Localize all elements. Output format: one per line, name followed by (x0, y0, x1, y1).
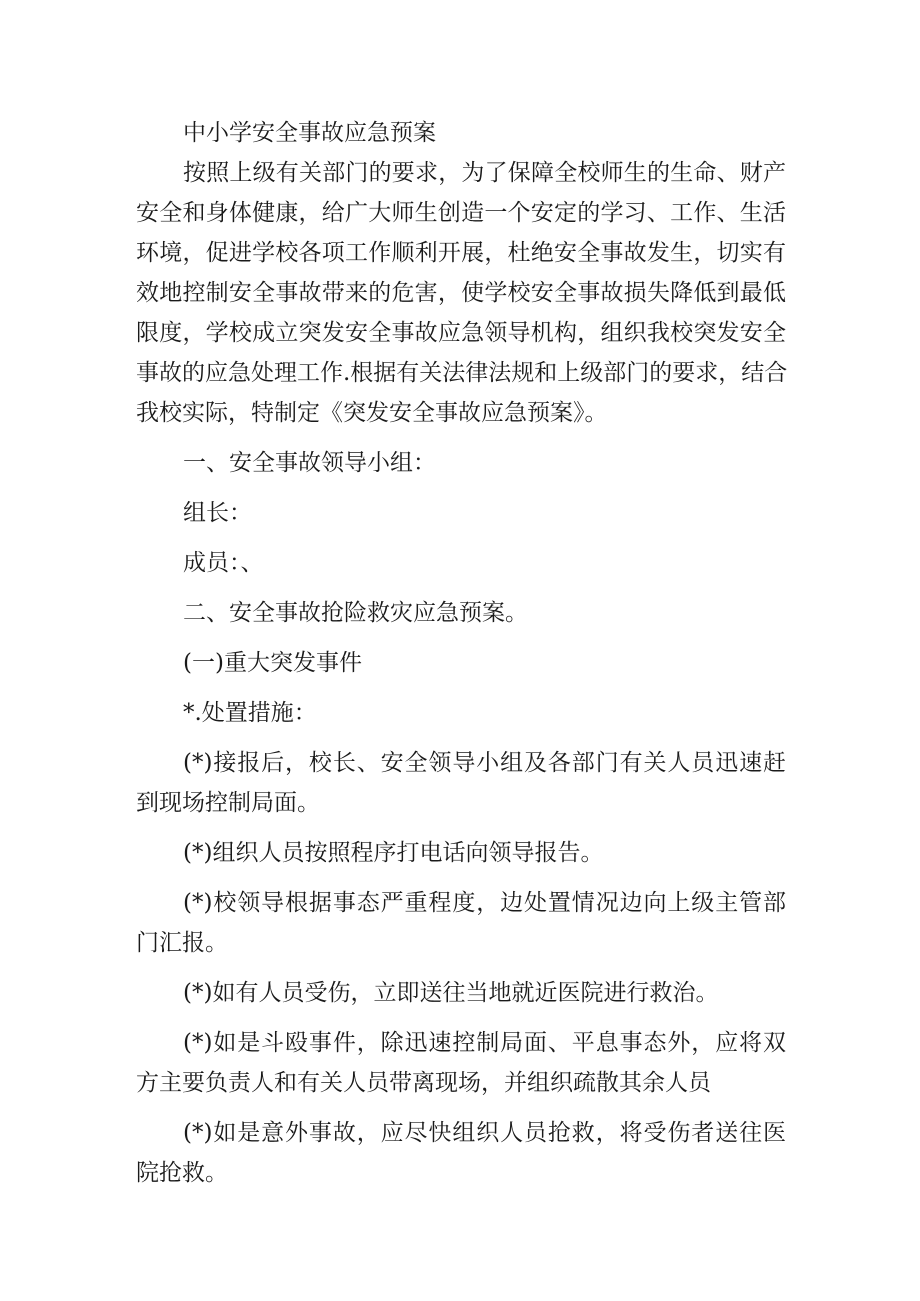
intro-paragraph (136, 153, 786, 433)
measures-heading: *.处置措施： (183, 700, 317, 726)
paragraph-line: 限度，学校成立突发安全事故应急领导机构，组织我校突发安全 (136, 320, 786, 346)
measure-line: 门汇报。 (136, 930, 228, 956)
measure-line: (*)校领导根据事态严重程度，边处置情况边向上级主管部 (183, 890, 786, 916)
paragraph-line: 按照上级有关部门的要求，为了保障全校师生的生命、财产 (183, 160, 786, 186)
subsection-heading-major-incident: (一)重大突发事件 (183, 650, 362, 676)
measure-line: (*)接报后，校长、安全领导小组及各部门有关人员迅速赶 (183, 750, 786, 776)
measure-line: (*)如是斗殴事件，除迅速控制局面、平息事态外，应将双 (183, 1030, 786, 1056)
paragraph-line: 效地控制安全事故带来的危害，使学校安全事故损失降低到最低 (136, 280, 786, 306)
section-heading-emergency-plan: 二、安全事故抢险救灾应急预案。 (183, 600, 528, 626)
measure-line: 院抢救。 (136, 1160, 228, 1186)
measure-line: 方主要负责人和有关人员带离现场，并组织疏散其余人员 (136, 1070, 711, 1096)
measure-item (136, 1023, 786, 1103)
paragraph-line: 环境，促进学校各项工作顺利开展，杜绝安全事故发生，切实有 (136, 240, 786, 266)
paragraph-line: 安全和身体健康，给广大师生创造一个安定的学习、工作、生活 (136, 200, 786, 226)
document-body (136, 113, 786, 1193)
measure-item (136, 973, 786, 1013)
measure-item (136, 883, 786, 963)
measure-line: (*)如是意外事故，应尽快组织人员抢救，将受伤者送往医 (183, 1120, 786, 1146)
section-heading-leadership: 一、安全事故领导小组： (183, 450, 436, 476)
leader-line: 组长： (183, 500, 252, 526)
measure-item (136, 743, 786, 823)
document-title: 中小学安全事故应急预案 (183, 120, 436, 146)
measure-line: (*)组织人员按照程序打电话向领导报告。 (183, 840, 604, 866)
measure-line: 到现场控制局面。 (136, 790, 320, 816)
measure-line: (*)如有人员受伤，立即送往当地就近医院进行救治。 (183, 980, 719, 1006)
paragraph-line: 事故的应急处理工作.根据有关法律法规和上级部门的要求，结合 (136, 360, 788, 386)
measure-item (136, 1113, 786, 1193)
members-line: 成员：、 (183, 550, 264, 576)
measure-item (136, 833, 786, 873)
paragraph-line: 我校实际，特制定《突发安全事故应急预案》。 (136, 400, 608, 426)
